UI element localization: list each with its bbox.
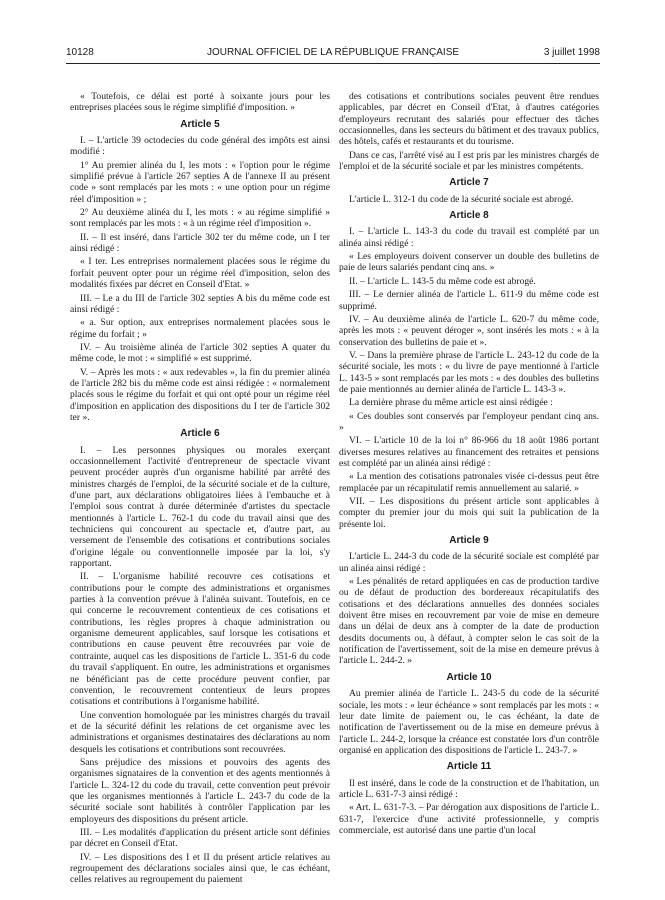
paragraph: I. – L'article L. 143-3 du code du travail est complété par un alinéa ainsi rédigé : bbox=[339, 226, 599, 249]
article-heading: Article 6 bbox=[180, 428, 220, 440]
paragraph: II. – L'article L. 143-5 du même code est abrogé. bbox=[349, 275, 536, 287]
paragraph: Une convention homologuée par les ministres chargés du travail et de la sécurité définit les relations de cet organisme avec les administrations et organismes destinataires des déclarations au nom desquels les cotisations et contributions sont recouvrées. bbox=[70, 709, 330, 755]
article-heading: Article 7 bbox=[449, 177, 489, 189]
paragraph: L'article L. 312-1 du code de la sécurité sociale est abrogé. bbox=[349, 193, 574, 205]
paragraph: « a. Sur option, aux entreprises normalement placées sous le régime du forfait ; » bbox=[70, 317, 330, 340]
paragraph: V. – Après les mots : « aux redevables », la fin du premier alinéa de l'article 282 bis du même code est ainsi rédigée : « normalement placés sous le régime du forfait et qui ont opté pour un régime réel d'imposition en application des dispositions du I ter de l'article 302 ter ». bbox=[70, 366, 330, 423]
right-column bbox=[339, 91, 599, 900]
paragraph: II. – Il est inséré, dans l'article 302 ter du même code, un I ter ainsi rédigé : bbox=[70, 231, 330, 255]
paragraph: « Toutefois, ce délai est porté à soixante jours pour les entreprises placées sous le régime simplifié d'imposition. » bbox=[70, 91, 330, 114]
paragraph: VI. – L'article 10 de la loi n° 86-966 du 18 août 1986 portant diverses mesures relatives au financement des retraites et pensions est complété par un alinéa ainsi rédigé : bbox=[339, 435, 599, 469]
paragraph: des cotisations et contributions sociales peuvent être rendues applicables, par décret en Conseil d'Etat, à d'autres catégories d'employeurs recrutant des salariés pour effectuer des tâches occasionnelles, dans les secteurs du bâtiment et des travaux publics, des hôtels, cafés et restaurants et du tourisme. bbox=[339, 91, 599, 148]
paragraph: I. – L'article 39 octodecies du code général des impôts est ainsi modifié : bbox=[70, 135, 330, 158]
article-heading: Article 5 bbox=[180, 118, 220, 130]
paragraph: VII. – Les dispositions du présent article sont applicables à compter du premier jour du mois qui suit la publication de la présente loi. bbox=[339, 496, 599, 530]
header-rule bbox=[66, 63, 600, 64]
paragraph: « Ces doubles sont conservés par l'employeur pendant cinq ans. » bbox=[339, 410, 599, 433]
paragraph: « Les pénalités de retard appliquées en cas de production tardive ou de défaut de production des bordereaux récapitulatifs des cotisations et des déclarations annuelles des données sociales doivent être mises en recouvrement par voie de mise en demeure dans un délai de deux ans à compter de la date de production desdits documents ou, à défaut, à compter selon le cas soit de la notification de l'avertissement, soit de la mise en demeure prévus à l'article L. 244-2. » bbox=[339, 576, 599, 667]
paragraph: L'article L. 244-3 du code de la sécurité sociale est complété par un alinéa ainsi rédigé : bbox=[339, 551, 599, 574]
paragraph: IV. – Les dispositions des I et II du présent article relatives au regroupement des déclarations sociales ainsi que, le cas échéant, celles relatives au regroupement du paiement bbox=[70, 851, 330, 886]
paragraph: 2° Au deuxième alinéa du I, les mots : « au régime simplifié » sont remplacés par les mots : « à un régime réel d'imposition ». bbox=[70, 207, 330, 230]
paragraph: « Art. L. 631-7-3. – Par dérogation aux dispositions de l'article L. 631-7, l'exercice d'une activité professionnelle, y compris commerciale, est autorisé dans une partie d'un local bbox=[339, 802, 599, 836]
article-heading: Article 10 bbox=[446, 671, 492, 683]
journal-title: JOURNAL OFFICIEL DE LA RÉPUBLIQUE FRANÇAISE bbox=[206, 47, 460, 58]
paragraph: Dans ce cas, l'arrêté visé au I est pris par les ministres chargés de l'emploi et de la sécurité sociale et par les ministres compétents. bbox=[339, 149, 599, 173]
paragraph: II. – L'organisme habilité recouvre ces cotisations et contributions pour le compte des administrations et organismes parties à la convention prévue à l'alinéa suivant. Toutefois, en ce qui concerne le recouvrement contentieux de ces cotisations et contributions, les règles propres à chaque administration ou organisme demeurent applicables, sauf lorsque les cotisations et contributions en cause peuvent être recouvrées par voie de contrainte, auquel cas les dispositions de l'article L. 351-6 du code du travail s'appliquent. En outre, les administrations et organismes ne bénéficiant pas de cette procédure peuvent confier, par convention, le recouvrement contentieux de leurs propres cotisations et contributions à l'organisme habilité. bbox=[70, 571, 330, 708]
page-header bbox=[66, 47, 600, 61]
paragraph: III. – Le dernier alinéa de l'article L. 611-9 du même code est supprimé. bbox=[339, 289, 599, 312]
paragraph: « Les employeurs doivent conserver un double des bulletins de paie de leurs salariés pendant cinq ans. » bbox=[339, 251, 599, 274]
paragraph: La dernière phrase du même article est ainsi rédigée : bbox=[349, 397, 553, 409]
article-heading: Article 8 bbox=[449, 210, 489, 222]
publication-date: 3 juillet 1998 bbox=[543, 47, 600, 58]
paragraph: Il est inséré, dans le code de la construction et de l'habitation, un article L. 631-7-3 ainsi rédigé : bbox=[339, 777, 599, 800]
paragraph: III. – Le a du III de l'article 302 septies A bis du même code est ainsi rédigé : bbox=[70, 292, 330, 315]
paragraph: « I ter. Les entreprises normalement placées sous le régime du forfait peuvent opter pour un régime réel d'imposition, selon des modalités fixées par décret en Conseil d'Etat. » bbox=[70, 256, 330, 291]
paragraph: IV. – Au troisième alinéa de l'article 302 septies A quater du même code, le mot : « simplifié » est supprimé. bbox=[70, 341, 330, 365]
paragraph: I. – Les personnes physiques ou morales exerçant occasionnellement l'activité d'entrepreneur de spectacle vivant peuvent procéder auprès d'un organisme habilité par arrêté des ministres chargés de l'emploi, de la sécurité sociale et de la culture, d'une part, aux déclarations obligatoires liées à l'embauche et à l'emploi sous contrat à durée déterminée d'artistes du spectacle mentionnés à l'article L. 762-1 du code du travail ainsi que des techniciens qui concourent au spectacle et, d'autre part, au versement de l'ensemble des cotisations et contributions sociales d'origine légale ou conventionnelle imposée par la loi, s'y rapportant. bbox=[70, 444, 330, 570]
paragraph: V. – Dans la première phrase de l'article L. 243-12 du code de la sécurité sociale, les mots : « du livre de paye mentionné à l'article L. 143-5 » sont remplacés par les mots : « des doubles des bulletins de paie mentionnés au dernier alinéa de l'article L. 143-3 ». bbox=[339, 349, 599, 395]
article-heading: Article 9 bbox=[449, 535, 489, 547]
paragraph: III. – Les modalités d'application du présent article sont définies par décret en Conseil d'Etat. bbox=[70, 826, 330, 850]
left-column bbox=[70, 91, 330, 900]
paragraph: 1° Au premier alinéa du I, les mots : « l'option pour le régime simplifié prévue à l'article 267 septies A de l'annexe II au présent code » sont remplacés par les mots : « une option pour un régime réel d'imposition » ; bbox=[70, 159, 330, 205]
paragraph: Au premier alinéa de l'article L. 243-5 du code de la sécurité sociale, les mots : « leur échéance » sont remplacés par les mots : « leur date limite de paiement ou, le cas échéant, la date de notification de l'avertissement ou de la mise en demeure prévus à l'article L. 244-2, lorsque la créance est constatée lors d'un contrôle organisé en application des dispositions de l'article L. 243-7. » bbox=[339, 688, 599, 756]
paragraph: « La mention des cotisations patronales visée ci-dessus peut être remplacée par un récapitulatif remis annuellement au salarié. » bbox=[339, 471, 599, 494]
article-heading: Article 11 bbox=[446, 761, 492, 773]
page-number: 10128 bbox=[66, 47, 94, 58]
paragraph: Sans préjudice des missions et pouvoirs des agents des organismes signataires de la convention et des agents mentionnés à l'article L. 324-12 du code du travail, cette convention peut prévoir que les organismes mentionnés à l'article L. 243-7 du code de la sécurité sociale sont habilités à contrôler l'application par les employeurs des dispositions du présent article. bbox=[70, 756, 330, 825]
paragraph: IV. – Au deuxième alinéa de l'article L. 620-7 du même code, après les mots : « peuvent déroger », sont insérés les mots : « à la conservation des bulletins de paie et ». bbox=[339, 313, 599, 348]
